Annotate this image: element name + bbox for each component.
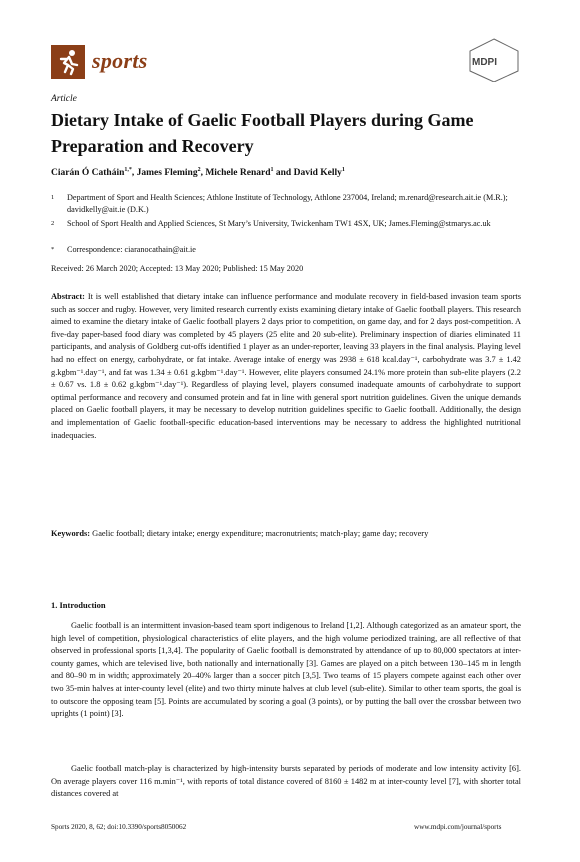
runner-icon (51, 45, 85, 79)
mdpi-logo-text: MDPI (472, 57, 497, 68)
publication-dates: Received: 26 March 2020; Accepted: 13 May 2020; Published: 15 May 2020 (51, 264, 304, 273)
author-affiliation: 1 (341, 167, 345, 173)
correspondence-text: Correspondence: ciaranocathain@ait.ie (67, 245, 196, 254)
body-paragraph: Gaelic football is an intermittent invasion-based team sport indigenous to Ireland [1,2]. Although categorized as an amateur sport, the high level of competition, physiological characteristics of elite players, and the high volume periodized training, are all reflective of that observed in professional sports [1,3,4]. The popularity of Gaelic football is demonstrated by attendance of up to 80,000 spectators at inter-county games, which are televised live, both nationally and internationally [3]. Games are played on a pitch between 130–145 m in length and 80–90 m in width; approximately 20–40% larger than a soccer pitch [3,5]. Two teams of 15 players compete against each other over two 35-min halves at inter-county level (elite) and two thirty minute halves at club level (sub-elite). Similar to other team sports, the goal is to outscore the opposing team [5]. Points are accumulated by scoring a goal (3 points), or by putting the ball over the crossbar between two uprights (1 point) [3]. (51, 621, 521, 719)
affiliation-number: * (51, 246, 55, 253)
affiliation (51, 192, 521, 218)
affiliation-number: 1 (51, 194, 55, 201)
footer-citation: Sports 2020, 8, 62; doi:10.3390/sports8050062 (51, 823, 187, 831)
author-name: Michele Renard (205, 168, 271, 179)
journal-name: sports (92, 48, 148, 73)
author-name: Ciarán Ó Catháin (51, 168, 125, 179)
correspondence (51, 244, 521, 258)
affiliation-text: School of Sport Health and Applied Sciences, St Mary’s University, Twickenham TW1 4SX, UK; James.Fleming@stmarys.ac.uk (67, 219, 491, 228)
author-affiliation: 2 (197, 167, 201, 173)
article-type: Article (51, 94, 77, 104)
keywords-text: Gaelic football; dietary intake; energy expenditure; macronutrients; match-play; game day; recovery (92, 529, 429, 538)
author-name: James Fleming (136, 168, 198, 179)
article-title: Dietary Intake of Gaelic Football Players during Game Preparation and Recovery (51, 110, 474, 156)
affiliation-number: 2 (51, 220, 55, 227)
body-paragraph: Gaelic football match-play is characterized by high-intensity bursts separated by periods of moderate and low intensity activity [6]. On average players cover 116 m.min⁻¹, with reports of total distance covered of 8160 ± 1482 m at inter-county level [7], with shorter total distances covered at (51, 764, 521, 799)
affiliation-text: Department of Sport and Health Sciences; Athlone Institute of Technology, Athlone 237004, Ireland; m.renard@research.ait.ie (M.R.); davidkelly@ait.ie (D.K.) (67, 193, 508, 215)
abstract-text: It is well established that dietary intake can influence performance and modulate recovery in field-based invasion team sports such as soccer and rugby. However, very limited research currently exists examining dietary intake of Gaelic football players. This research aimed to examine the dietary intake of Gaelic football players 2 days prior to competition, on game day, and for 2 days post-competition. A five-day paper-based food diary was completed by 45 players (25 elite and 20 sub-elite). Preliminary inspection of diaries eliminated 11 participants, and analysis of Goldberg cut-offs identified 1 player as an under-reporter, leaving 33 players in the final analysis. Playing level had no effect on energy, carbohydrate, or fat intake. Average intake of energy was 2938 ± 618 kcal.day⁻¹, carbohydrate was 3.7 ± 1.42 g.kgbm⁻¹.day⁻¹, and fat was 1.34 ± 0.61 g.kgbm⁻¹.day⁻¹. However, elite players consumed 24.1% more protein than sub-elite players (2.2 ± 0.67 vs. 1.8 ± 0.62 g.kgbm⁻¹.day⁻¹). Regardless of playing level, players consumed inadequate amounts of carbohydrate to support optimal performance and recovery and consumed protein and fat in line with general sport nutrition guidelines. Given the unique demands placed on Gaelic football players, it may be necessary to develop nutrition guidelines specific to Gaelic football. Additionally, the design and implementation of Gaelic football-specific education-based interventions may be necessary to address the highlighted nutritional inadequacies. (51, 292, 521, 440)
author-list: Ciarán Ó Catháin$^{1,*}$, James Fleming$^2$, Michele Renard$^1$ and David Kelly$^1$ (51, 167, 345, 179)
keywords-label: Keywords: (51, 529, 91, 538)
abstract-label: Abstract: (51, 292, 85, 301)
section-heading: 1. Introduction (51, 600, 106, 610)
journal-logo (51, 45, 85, 79)
author-name: David Kelly (293, 168, 342, 179)
author-affiliation: 1,* (124, 167, 132, 173)
affiliation (51, 218, 521, 244)
keywords (51, 528, 521, 541)
author-affiliation: 1 (270, 167, 274, 173)
footer-url[interactable]: www.mdpi.com/journal/sports (414, 823, 502, 831)
abstract (51, 291, 521, 442)
